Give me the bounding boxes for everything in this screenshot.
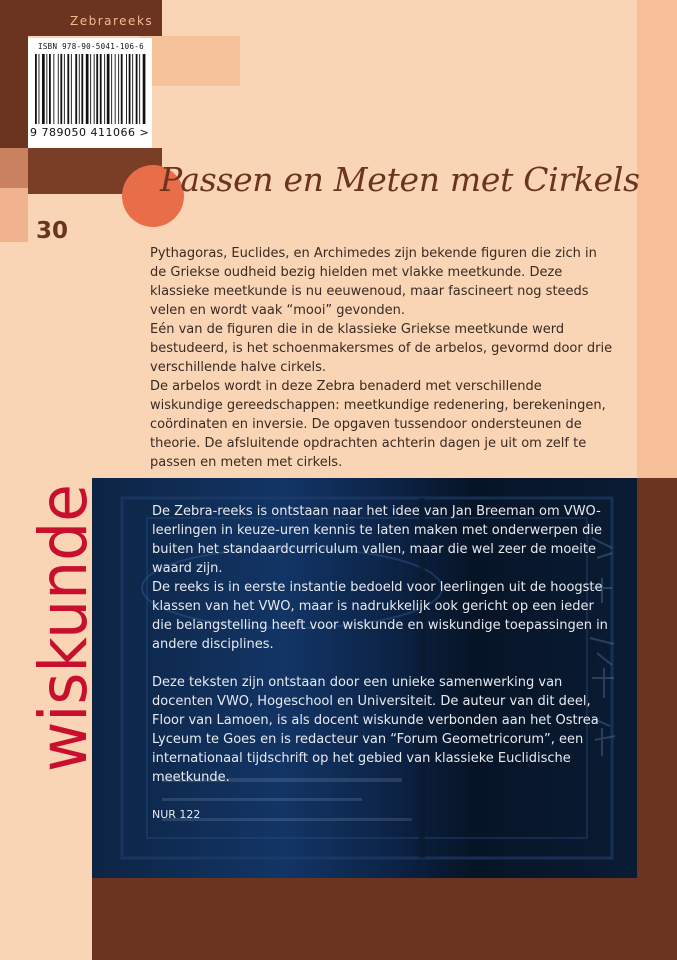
barcode-bar [67, 54, 69, 124]
barcode-bar [39, 54, 40, 124]
barcode-bar [46, 54, 47, 124]
series-name: Zebrareeks [70, 14, 154, 28]
barcode-bar [79, 54, 80, 124]
book-title: Passen en Meten met Cirkels [160, 160, 640, 199]
barcode-bar [115, 54, 116, 124]
body-paragraph [152, 654, 614, 673]
body-paragraph: De reeks is in eerste instantie bedoeld voor leerlingen uit de hoogste klassen van het VWO, maar is nadrukkelijk ook gericht op een ieder die belangstelling heeft voor wiskunde en wiskundige toepassingen in andere disciplines. [152, 580, 608, 652]
barcode-bar [111, 54, 112, 124]
barcode-bar [90, 54, 91, 124]
barcode-bar [58, 54, 59, 124]
body-paragraph: De Zebra-reeks is ontstaan naar het idee van Jan Breeman om VWO-leerlingen in keuze-uren kennis te laten maken met onderwerpen die buiten het standaardcurriculum vallen, maar die wel zeer de moeite waard zijn. [152, 504, 603, 576]
barcode-bar [35, 54, 37, 124]
barcode-bar [75, 54, 77, 124]
intro-paragraph: Eén van de figuren die in de klassieke Griekse meetkunde werd bestudeerd, is het schoenmakersmes of de arbelos, gevormd door drie verschillende halve cirkels. [150, 322, 613, 375]
barcode-bar [126, 54, 127, 124]
intro-paragraph: Pythagoras, Euclides, en Archimedes zijn bekende figuren die zich in de Griekse oudheid bezig hielden met vlakke meetkunde. Deze klassieke meetkunde is nu eeuwenoud, maar fascineert nog steeds velen en wordt vaak “mooi” gevonden. [150, 246, 597, 318]
barcode-bar [118, 54, 119, 124]
barcode-bar [139, 54, 140, 124]
barcode-bar [121, 54, 123, 124]
isbn-label: ISBN 978-90-5041-106-6 [38, 42, 144, 51]
series-number: 30 [36, 218, 69, 244]
bottom-left-pale-block [0, 878, 92, 960]
barcode-bar [143, 54, 146, 124]
barcode-bar [129, 54, 131, 124]
barcode-bars [35, 54, 147, 124]
barcode-bar [136, 54, 138, 124]
barcode-bar [60, 54, 62, 124]
barcode-bar [64, 54, 65, 124]
isbn-digits: 9 789050 411066 > [30, 126, 150, 139]
body-text [152, 502, 614, 787]
intro-text [150, 244, 616, 472]
barcode-bar [107, 54, 110, 124]
barcode-bar [71, 54, 72, 124]
subject-label [14, 462, 102, 772]
decor-square-rust [0, 148, 28, 188]
barcode-bar [94, 54, 95, 124]
barcode-bar [96, 54, 98, 124]
barcode-bar [132, 54, 133, 124]
barcode-bar [49, 54, 51, 124]
barcode-bar [53, 54, 54, 124]
nur-code: NUR 122 [152, 808, 201, 821]
barcode-bar [86, 54, 89, 124]
barcode-bar [100, 54, 102, 124]
pale-right-band [637, 0, 677, 478]
decor-square-light [140, 36, 240, 86]
subject-text: wiskunde [25, 462, 102, 772]
decor-square-peach [0, 188, 28, 242]
body-paragraph: Deze teksten zijn ontstaan door een unieke samenwerking van docenten VWO, Hogeschool en Universiteit. De auteur van dit deel, Floor van Lamoen, is als docent wiskunde verbonden aan het Ostrea Lyceum te Goes en is redacteur van “Forum Geometricorum”, een internationaal tijdschrift op het gebied van klassieke Euclidische meetkunde. [152, 675, 599, 785]
barcode-bar [104, 54, 105, 124]
barcode-bar [81, 54, 83, 124]
intro-paragraph: De arbelos wordt in deze Zebra benaderd met verschillende wiskundige gereedschappen: meetkundige redenering, berekeningen, coördinaten en inversie. De opgaven tussendoor ondersteunen de theorie. De afsluitende opdrachten achterin dagen je uit om zelf te passen en meten met cirkels. [150, 379, 606, 470]
barcode-bar [42, 54, 45, 124]
